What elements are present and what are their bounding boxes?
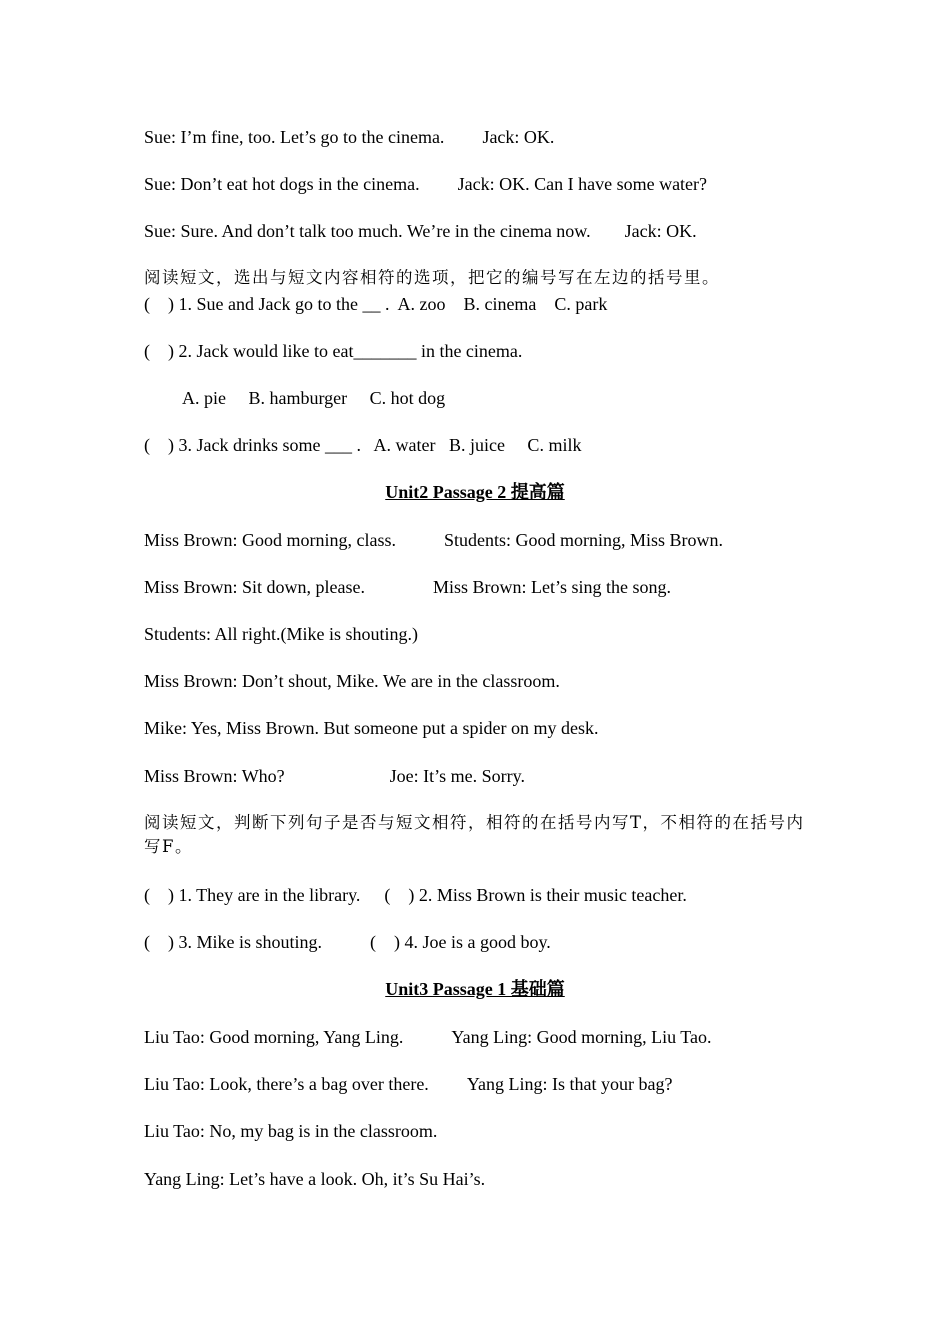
speaker-text: Jack: OK. [482, 127, 555, 147]
question-2-options: A. pie B. hamburger C. hot dog [182, 388, 446, 408]
speaker-text: Students: Good morning, Miss Brown. [444, 530, 724, 550]
question-2: ( ) 2. Jack would like to eat_______ in the cinema. [144, 341, 523, 361]
dialogue-line: Mike: Yes, Miss Brown. But someone put a spider on my desk. [144, 718, 599, 738]
dialogue-line [144, 1026, 712, 1048]
question-1: ( ) 1. They are in the library. [144, 885, 361, 905]
speaker-text: Liu Tao: Good morning, Yang Ling. [144, 1027, 404, 1047]
question-1: ( ) 1. Sue and Jack go to the __ . A. zoo B. cinema C. park [144, 294, 608, 314]
dialogue-line [144, 220, 697, 242]
question-row [144, 931, 551, 953]
speaker-text: Jack: OK. [624, 221, 697, 241]
speaker-text: Sue: Sure. And don’t talk too much. We’re in the cinema now. [144, 221, 591, 241]
speaker-text: Liu Tao: Look, there’s a bag over there. [144, 1074, 429, 1094]
dialogue-line [144, 126, 554, 148]
speaker-text: Sue: I’m fine, too. Let’s go to the cinema. [144, 127, 445, 147]
speaker-text: Yang Ling: Good morning, Liu Tao. [451, 1027, 712, 1047]
speaker-text: Yang Ling: Is that your bag? [466, 1074, 673, 1094]
dialogue-line: Yang Ling: Let’s have a look. Oh, it’s Su Hai’s. [144, 1169, 486, 1189]
speaker-text: Miss Brown: Sit down, please. [144, 577, 366, 597]
speaker-text: Miss Brown: Who? [144, 766, 285, 786]
speaker-text: Jack: OK. Can I have some water? [457, 174, 708, 194]
question-row [144, 884, 687, 906]
speaker-text: Miss Brown: Good morning, class. [144, 530, 396, 550]
speaker-text: Miss Brown: Let’s sing the song. [433, 577, 672, 597]
section-heading: Unit2 Passage 2 提高篇 [385, 482, 565, 502]
question-3: ( ) 3. Mike is shouting. [144, 932, 322, 952]
dialogue-line: Students: All right.(Mike is shouting.) [144, 624, 419, 644]
speaker-text: Sue: Don’t eat hot dogs in the cinema. [144, 174, 420, 194]
instruction-text: 阅读短文，选出与短文内容相符的选项，把它的编号写在左边的括号里。 [144, 268, 720, 287]
dialogue-line [144, 765, 525, 787]
dialogue-line [144, 576, 671, 598]
dialogue-line [144, 1073, 672, 1095]
dialogue-line: Miss Brown: Don’t shout, Mike. We are in the classroom. [144, 671, 560, 691]
dialogue-line [144, 173, 707, 195]
question-2: ( ) 2. Miss Brown is their music teacher. [384, 885, 687, 905]
speaker-text: Joe: It’s me. Sorry. [389, 766, 525, 786]
dialogue-line [144, 529, 723, 551]
dialogue-line: Liu Tao: No, my bag is in the classroom. [144, 1121, 438, 1141]
question-4: ( ) 4. Joe is a good boy. [370, 932, 551, 952]
instruction-text: 阅读短文，判断下列句子是否与短文相符，相符的在括号内写T，不相符的在括号内写F。 [144, 813, 805, 856]
section-heading: Unit3 Passage 1 基础篇 [385, 979, 565, 999]
question-3: ( ) 3. Jack drinks some ___ . A. water B. juice C. milk [144, 435, 582, 455]
